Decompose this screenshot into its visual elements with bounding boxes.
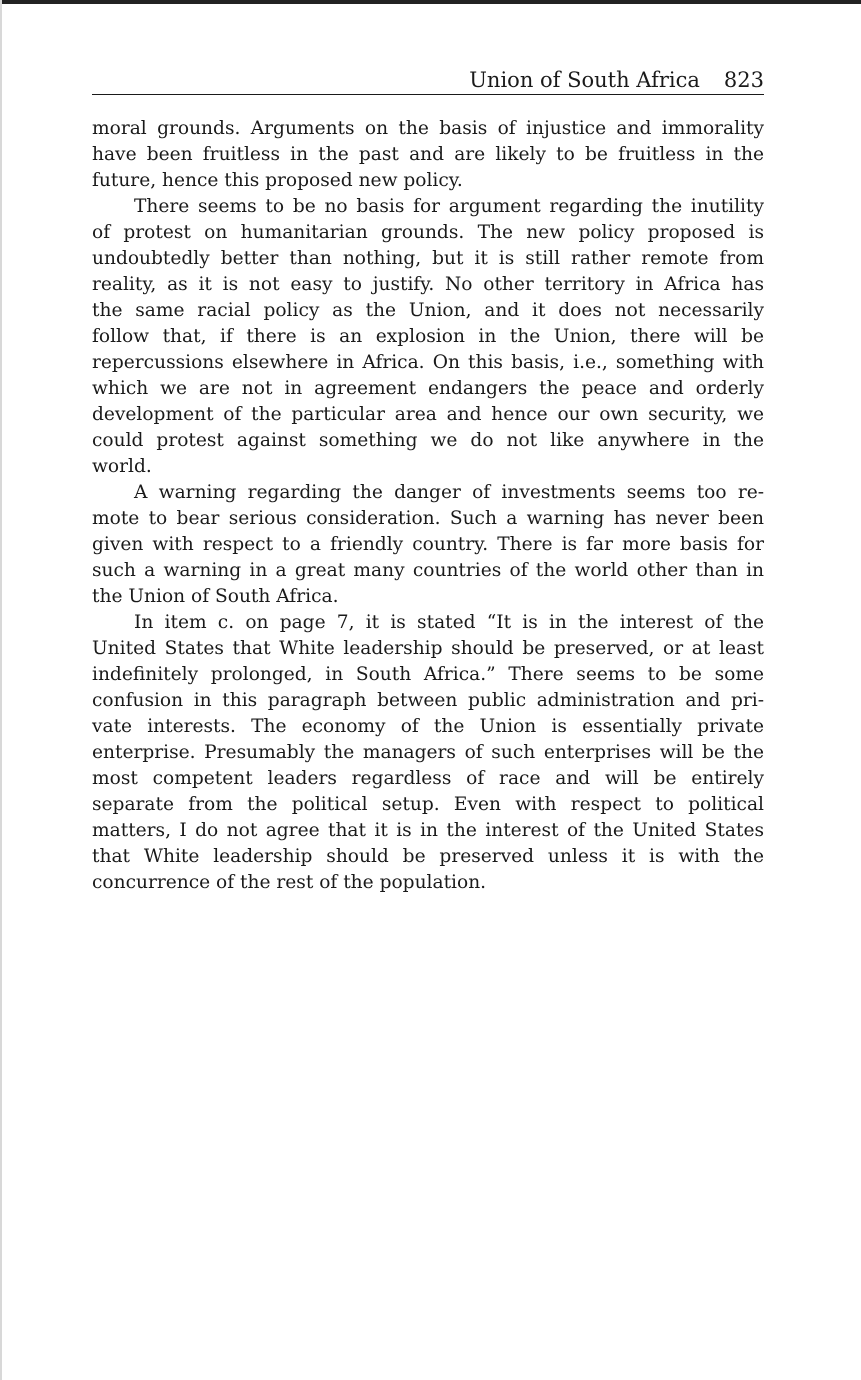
text-line: undoubtedly better than nothing, but it is still rather remote from	[92, 248, 764, 269]
paragraph-4	[92, 610, 764, 896]
text-line: concurrence of the rest of the population.	[92, 872, 487, 893]
text-line: that White leadership should be preserved unless it is with the	[92, 846, 764, 867]
text-line: most competent leaders regardless of race and will be entirely	[92, 768, 764, 789]
text-line: moral grounds. Arguments on the basis of injustice and immorality	[92, 118, 764, 139]
paragraph-3	[92, 480, 764, 610]
text-line: repercussions elsewhere in Africa. On this basis, i.e., something with	[92, 352, 764, 373]
text-line: In item c. on page 7, it is stated “It is in the interest of the	[134, 612, 764, 633]
text-line: reality, as it is not easy to justify. No other territory in Africa has	[92, 274, 764, 295]
text-line: of protest on humanitarian grounds. The new policy proposed is	[92, 222, 764, 243]
text-line: There seems to be no basis for argument regarding the inutility	[134, 196, 764, 217]
text-line: vate interests. The economy of the Union is essentially private	[92, 716, 764, 737]
paragraph-1	[92, 116, 764, 194]
text-line: given with respect to a friendly country. There is far more basis for	[92, 534, 764, 555]
text-line: matters, I do not agree that it is in the interest of the United States	[92, 820, 764, 841]
paragraph-2	[92, 194, 764, 480]
running-header	[92, 66, 764, 95]
body-text	[92, 116, 764, 896]
text-line: confusion in this paragraph between public administration and pri-	[92, 690, 764, 711]
text-line: A warning regarding the danger of investments seems too re-	[134, 482, 764, 503]
text-line: future, hence this proposed new policy.	[92, 170, 463, 191]
page-left-edge	[0, 0, 2, 1380]
text-line: world.	[92, 456, 152, 477]
text-line: indefinitely prolonged, in South Africa.” There seems to be some	[92, 664, 764, 685]
text-line: enterprise. Presumably the managers of such enterprises will be the	[92, 742, 764, 763]
text-line: follow that, if there is an explosion in the Union, there will be	[92, 326, 764, 347]
text-line: development of the particular area and hence our own security, we	[92, 404, 764, 425]
page-top-edge	[0, 0, 861, 4]
text-line: mote to bear serious consideration. Such a warning has never been	[92, 508, 764, 529]
text-line: could protest against something we do not like anywhere in the	[92, 430, 764, 451]
page-number: 823	[723, 68, 764, 92]
running-title: Union of South Africa	[469, 68, 700, 92]
text-line: the same racial policy as the Union, and it does not necessarily	[92, 300, 764, 321]
text-line: have been fruitless in the past and are likely to be fruitless in the	[92, 144, 764, 165]
text-line: the Union of South Africa.	[92, 586, 339, 607]
text-line: United States that White leadership should be preserved, or at least	[92, 638, 764, 659]
text-line: separate from the political setup. Even with respect to political	[92, 794, 764, 815]
text-line: which we are not in agreement endangers the peace and orderly	[92, 378, 764, 399]
text-line: such a warning in a great many countries of the world other than in	[92, 560, 764, 581]
